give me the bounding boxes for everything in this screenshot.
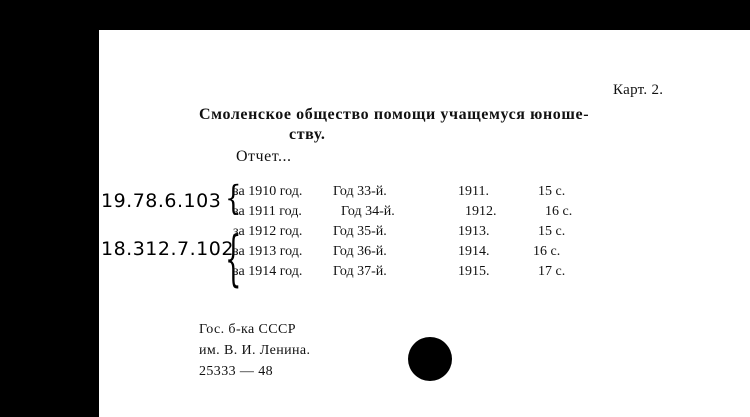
entry-issue: Год 37-й. xyxy=(333,264,387,279)
card-title-continuation: ству. xyxy=(289,126,326,143)
handwritten-code-1: 19.78.6.103 xyxy=(101,190,222,212)
entry-issue: Год 35-й. xyxy=(333,224,387,239)
entry-year: 1914. xyxy=(458,244,490,259)
library-dedication: им. В. И. Ленина. xyxy=(199,343,311,358)
entry-period: за 1914 год. xyxy=(233,264,303,279)
entry-issue: Год 33-й. xyxy=(333,184,387,199)
entry-period: за 1911 год. xyxy=(233,204,302,219)
entry-period: за 1910 год. xyxy=(233,184,303,199)
entry-year: 1915. xyxy=(458,264,490,279)
entry-pages: 16 с. xyxy=(533,244,561,259)
entry-period: за 1912 год. xyxy=(233,224,303,239)
entry-period: за 1913 год. xyxy=(233,244,303,259)
entry-issue: Год 36-й. xyxy=(333,244,387,259)
brace-mark-icon: { xyxy=(225,179,242,219)
catalog-card xyxy=(99,30,750,417)
punch-hole xyxy=(408,337,452,381)
scan-border-top xyxy=(0,0,750,30)
card-subtitle: Отчет... xyxy=(236,148,292,165)
library-name: Гос. б-ка СССР xyxy=(199,322,296,337)
entry-year: 1913. xyxy=(458,224,490,239)
entry-issue: Год 34-й. xyxy=(341,204,395,219)
scan-border-left xyxy=(0,0,99,417)
entry-pages: 15 с. xyxy=(538,184,566,199)
handwritten-code-2: 18.312.7.102 xyxy=(101,238,234,260)
entry-pages: 15 с. xyxy=(538,224,566,239)
entry-pages: 17 с. xyxy=(538,264,566,279)
entry-year: 1912. xyxy=(465,204,497,219)
brace-mark-icon: { xyxy=(225,225,242,295)
card-number: Карт. 2. xyxy=(613,82,664,98)
entry-year: 1911. xyxy=(458,184,489,199)
catalog-number: 25333 — 48 xyxy=(199,364,273,379)
card-title: Смоленское общество помощи учащемуся юноше- xyxy=(199,106,590,123)
entry-pages: 16 с. xyxy=(545,204,573,219)
